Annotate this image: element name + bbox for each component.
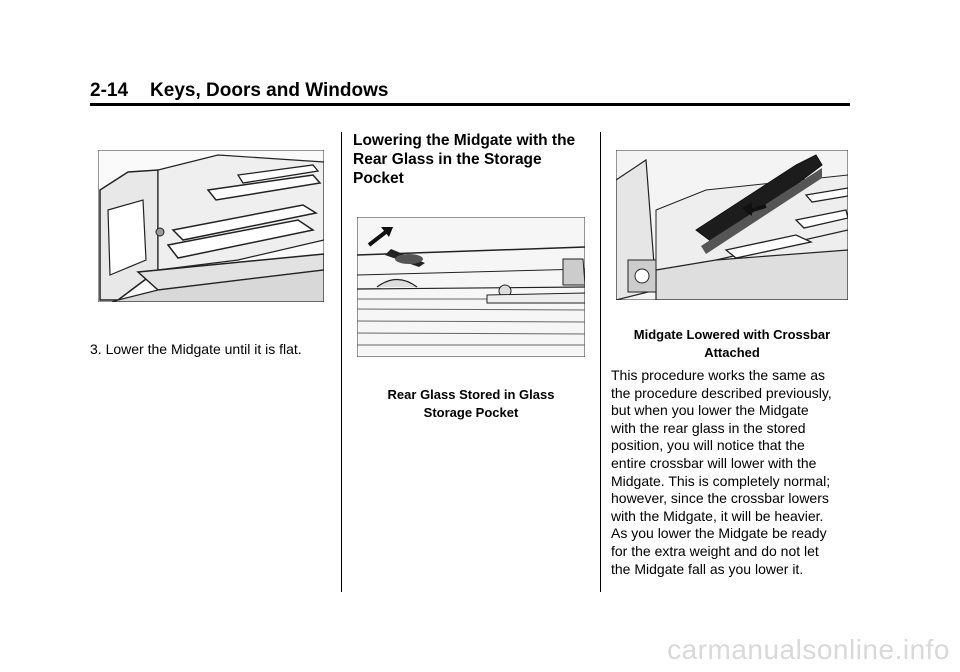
paragraph-line: with the rear glass in the stored	[611, 419, 806, 436]
paragraph-line: the Midgate fall as you lower it.	[611, 560, 804, 577]
paragraph-line: This procedure works the same as	[611, 367, 825, 383]
page-header	[90, 80, 388, 102]
column-divider-1	[341, 132, 342, 592]
paragraph-line: with the Midgate, it will be heavier.	[611, 507, 824, 524]
paragraph-line: Midgate. This is completely normal;	[611, 472, 831, 489]
page-number: 2-14	[90, 80, 129, 101]
paragraph-line: entire crossbar will lower with the	[611, 454, 817, 471]
paragraph-line: for the extra weight and do not let	[611, 542, 819, 559]
header-rule	[90, 103, 850, 106]
step-3-text: 3. Lower the Midgate until it is flat.	[90, 341, 302, 357]
section-heading: Lowering the Midgate with the Rear Glass in the Storage Pocket	[353, 132, 576, 187]
paragraph-line: the procedure described previously,	[611, 384, 832, 401]
figure-caption-crossbar	[614, 326, 850, 362]
crossbar-attached-figure	[616, 150, 848, 300]
figure-caption-rear-glass	[357, 386, 585, 422]
paragraph-line: but when you lower the Midgate	[611, 402, 809, 419]
paragraph-line: position, you will notice that the	[611, 437, 805, 454]
paragraph-line: however, since the crossbar lowers	[611, 490, 829, 507]
caption-line: Storage Pocket	[423, 405, 519, 420]
watermark: carmanualsonline.info	[667, 634, 950, 665]
caption-line: Attached	[704, 345, 760, 360]
caption-line: Rear Glass Stored in Glass	[387, 387, 555, 402]
column-divider-2	[600, 132, 601, 592]
rear-glass-stored-figure	[357, 217, 585, 357]
caption-line: Midgate Lowered with Crossbar	[633, 327, 831, 342]
procedure-paragraph	[611, 367, 851, 578]
midgate-lowered-figure	[98, 150, 324, 302]
paragraph-line: As you lower the Midgate be ready	[611, 525, 827, 542]
section-title-header: Keys, Doors and Windows	[150, 80, 389, 101]
